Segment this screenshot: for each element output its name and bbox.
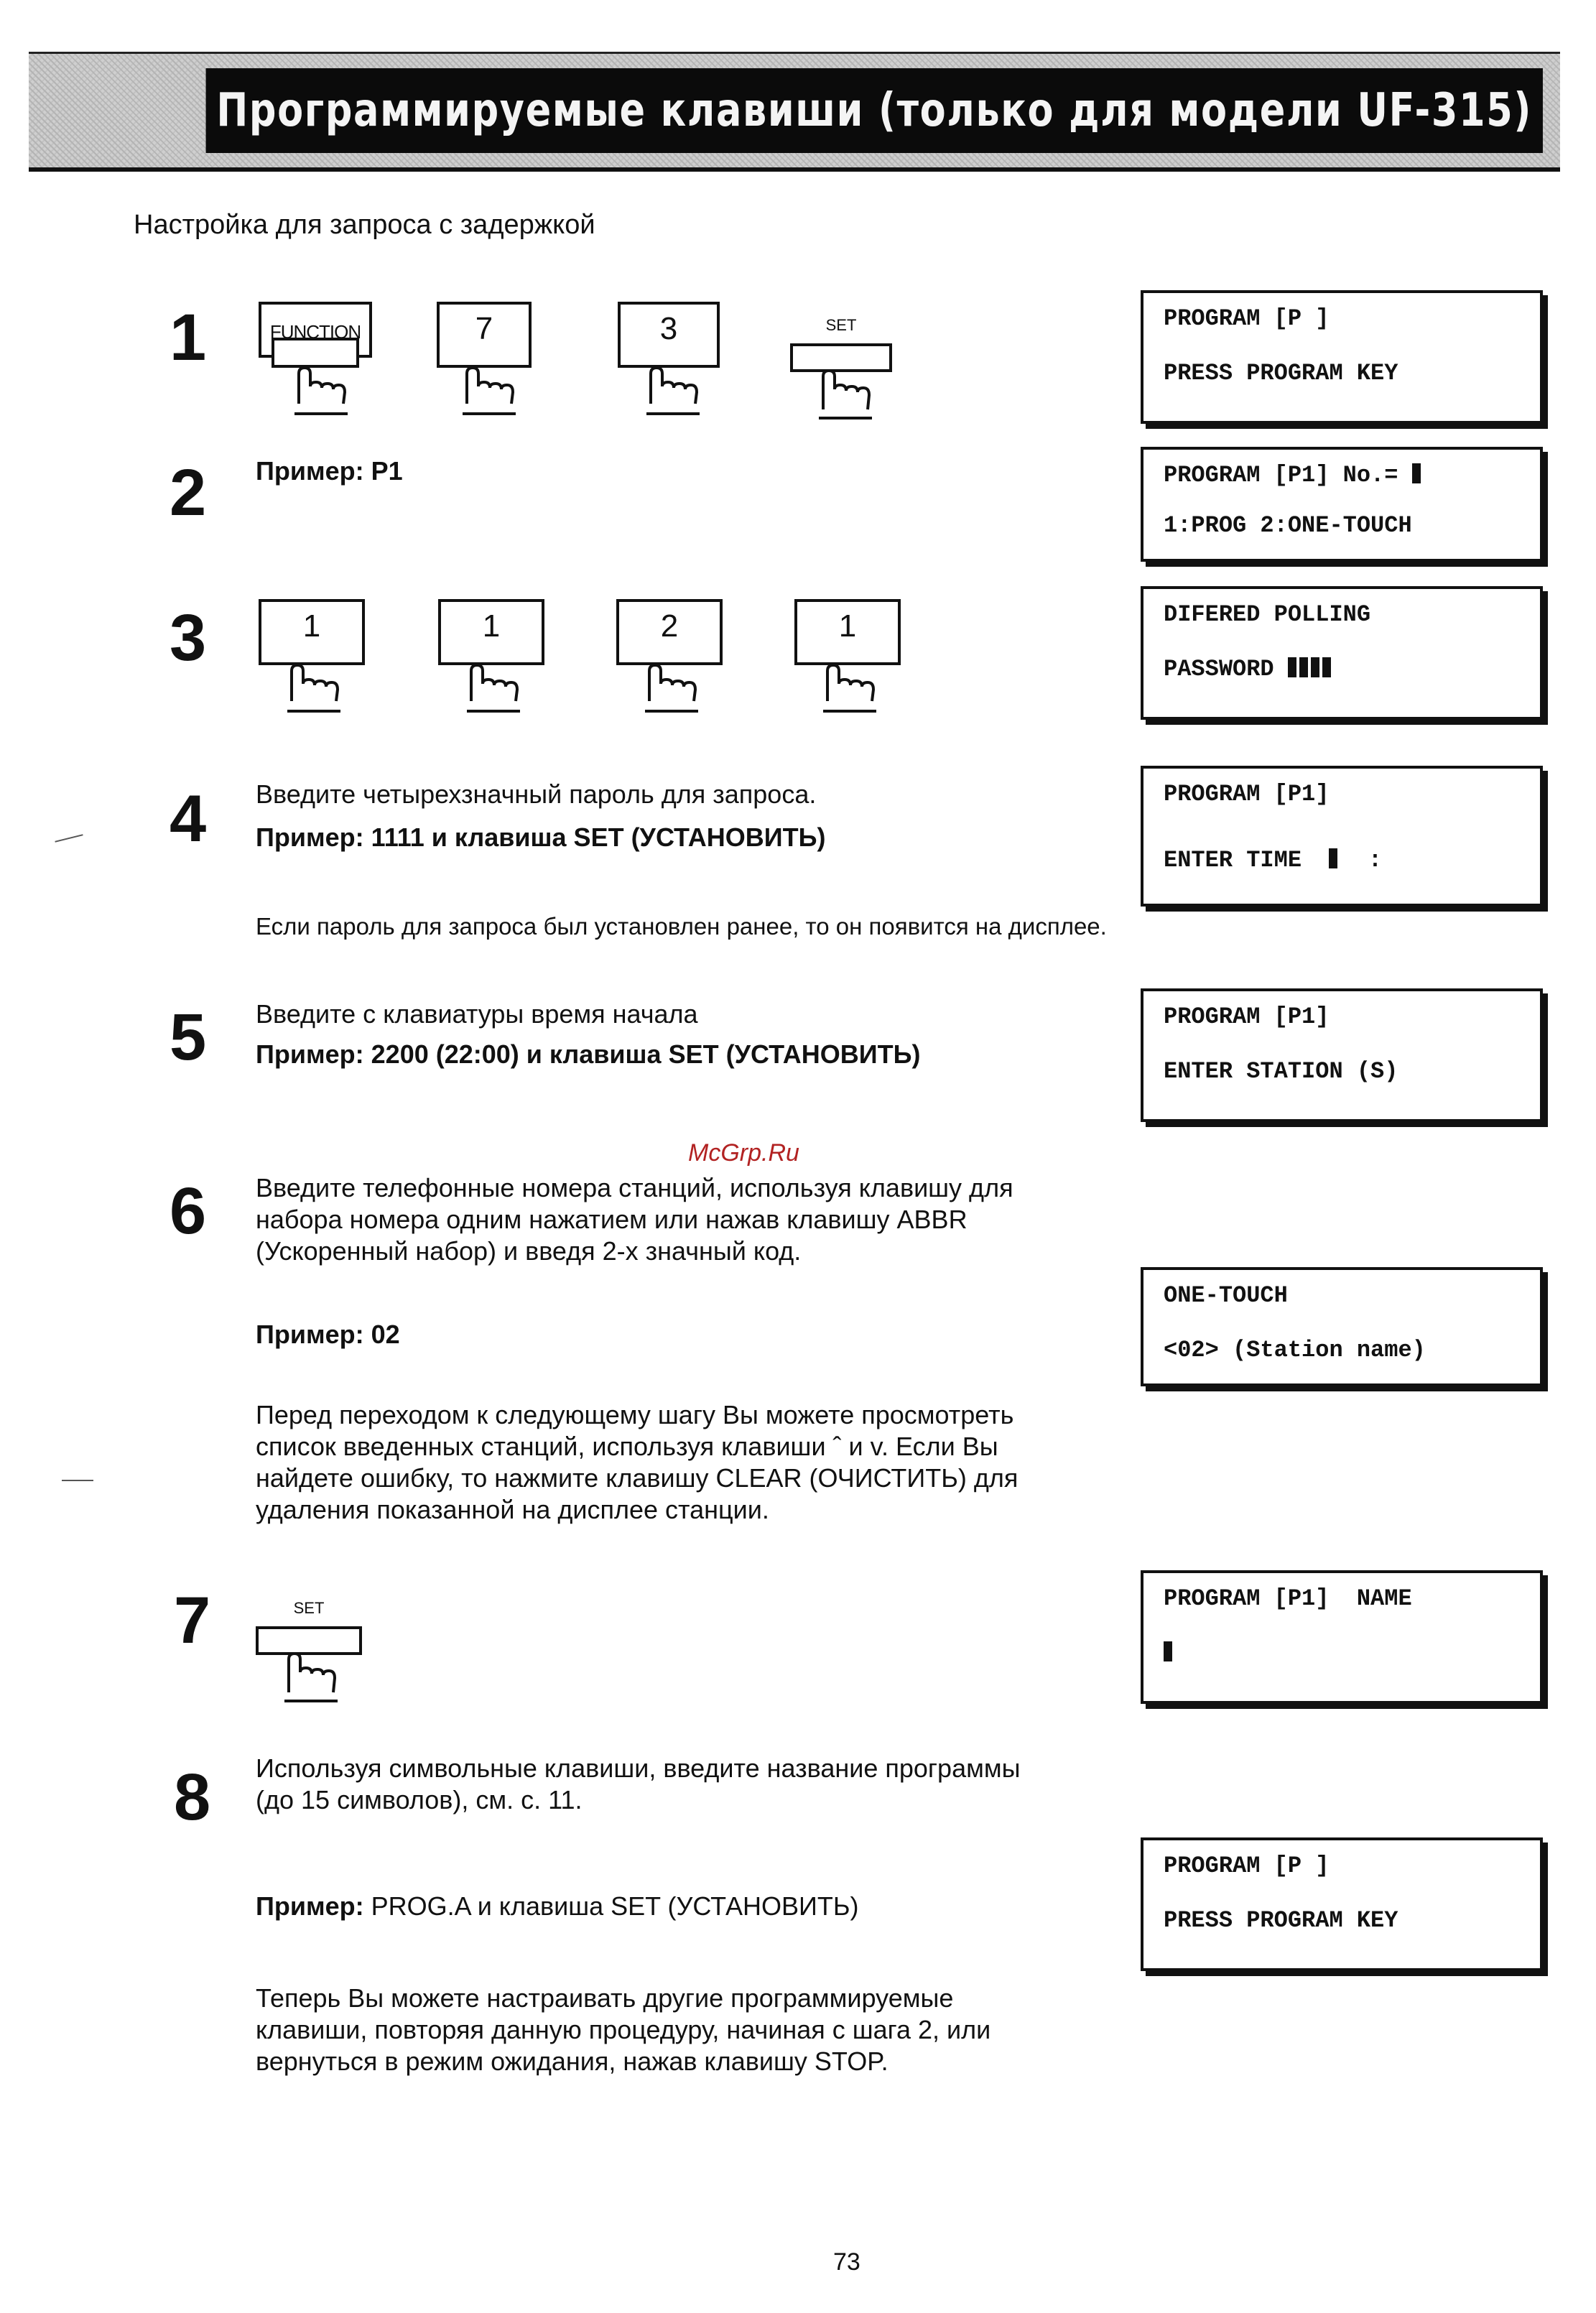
lcd-1-line-2: PRESS PROGRAM KEY — [1164, 360, 1398, 386]
step-5-example — [256, 1039, 921, 1070]
set-key-label: SET — [825, 316, 857, 334]
step-5-instruction: Введите с клавиатуры время начала — [256, 999, 698, 1029]
lcd-display-7 — [1141, 1570, 1543, 1704]
lcd-7-line-2 — [1164, 1641, 1540, 1667]
lcd-7-line-1: PROGRAM [P1] NAME — [1164, 1585, 1412, 1612]
cursor-block — [1329, 848, 1337, 868]
step-6-note-line-4: удаления показанной на дисплее станции. — [256, 1495, 769, 1524]
step-2-example — [256, 455, 403, 487]
step-number-6: 6 — [170, 1174, 207, 1248]
lcd-5-line-1: PROGRAM [P1] — [1164, 1003, 1330, 1030]
page-title: Программируемые клавиши (только для модели UF-315) — [206, 68, 1543, 153]
set-key-label: SET — [293, 1599, 325, 1617]
section-heading: Настройка для запроса с задержкой — [134, 210, 595, 240]
step-6-line-3: (Ускоренный набор) и введя 2-х значный код. — [256, 1236, 802, 1266]
number-key-7 — [434, 299, 534, 421]
number-key-1 — [435, 596, 547, 718]
step-4-note: Если пароль для запроса был установлен ранее, то он появится на дисплее. — [256, 913, 1107, 940]
step-number-7: 7 — [174, 1584, 211, 1657]
step-6-note-line-3: найдете ошибку, то нажмите клавишу CLEAR (ОЧИСТИТЬ) для — [256, 1463, 1019, 1493]
example-value: 2200 (22:00) и клавиша SET (УСТАНОВИТЬ) — [371, 1039, 921, 1069]
number-key-1 — [792, 596, 904, 718]
example-label: Пример: — [256, 822, 364, 852]
header-banner — [29, 52, 1560, 172]
lcd-1-line-1: PROGRAM [P ] — [1164, 305, 1330, 332]
step-8-note-line-2: клавиши, повторяя данную процедуру, начиная с шага 2, или — [256, 2015, 991, 2044]
lcd-4-line-2: ENTER TIME : — [1164, 847, 1383, 873]
lcd-3-line-2: PASSWORD — [1164, 657, 1540, 682]
step-6-example — [256, 1319, 400, 1350]
function-key-label: FUNCTION — [269, 321, 361, 343]
lcd-8-line-2: PRESS PROGRAM KEY — [1164, 1907, 1398, 1934]
step-6-note-line-1: Перед переходом к следующему шагу Вы можете просмотреть — [256, 1400, 1014, 1429]
step-number-8: 8 — [174, 1761, 211, 1834]
step-8-line-2: (до 15 символов), см. с. 11. — [256, 1785, 583, 1814]
number-key-1-label: 1 — [482, 608, 501, 644]
password-mask-block — [1288, 657, 1296, 677]
cursor-block — [1412, 463, 1421, 483]
step-number-3: 3 — [170, 601, 207, 675]
function-key — [254, 299, 376, 421]
page-number: 73 — [833, 2248, 860, 2276]
number-key-2 — [613, 596, 725, 718]
watermark: McGrp.Ru — [688, 1139, 799, 1167]
step-8-example — [256, 1891, 858, 1922]
example-value: P1 — [371, 456, 403, 486]
scan-mark — [62, 1480, 93, 1481]
cursor-block — [1164, 1641, 1172, 1661]
lcd-display-3 — [1141, 586, 1543, 720]
set-key — [787, 316, 895, 424]
step-8-line-1: Используя символьные клавиши, введите название программы — [256, 1753, 1021, 1783]
lcd-display-2 — [1141, 447, 1543, 562]
step-4-instruction: Введите четырехзначный пароль для запроса. — [256, 779, 817, 809]
number-key-1-label: 1 — [302, 608, 321, 644]
number-key-2-label: 2 — [660, 608, 679, 644]
password-mask-block — [1299, 657, 1308, 677]
lcd-display-8 — [1141, 1837, 1543, 1971]
step-8-note-line-3: вернуться в режим ожидания, нажав клавишу STOP. — [256, 2047, 889, 2076]
lcd-display-1 — [1141, 290, 1543, 424]
lcd-2-line-1: PROGRAM [P1] No.= — [1164, 463, 1540, 488]
number-key-3-label: 3 — [659, 311, 678, 346]
step-4-example — [256, 822, 826, 853]
lcd-4-line-1: PROGRAM [P1] — [1164, 781, 1330, 807]
lcd-5-line-2: ENTER STATION (S) — [1164, 1058, 1398, 1085]
example-label: Пример: — [256, 1891, 364, 1921]
step-number-4: 4 — [170, 782, 207, 856]
lcd-3-line-1: DIFERED POLLING — [1164, 601, 1371, 628]
number-key-1-label: 1 — [838, 608, 857, 644]
lcd-display-6 — [1141, 1267, 1543, 1386]
step-6-line-2: набора номера одним нажатием или нажав клавишу ABBR — [256, 1205, 968, 1234]
example-label: Пример: — [256, 1039, 364, 1069]
lcd-display-5 — [1141, 988, 1543, 1122]
example-value: PROG.A и клавиша SET (УСТАНОВИТЬ) — [371, 1891, 859, 1921]
step-8-note-line-1: Теперь Вы можете настраивать другие программируемые — [256, 1983, 954, 2013]
step-number-2: 2 — [170, 456, 207, 529]
step-6-line-1: Введите телефонные номера станций, используя клавишу для — [256, 1173, 1013, 1202]
example-label: Пример: — [256, 456, 364, 486]
scan-mark — [55, 834, 83, 843]
lcd-6-line-2: <02> (Station name) — [1164, 1337, 1426, 1363]
password-mask-block — [1311, 657, 1319, 677]
step-number-5: 5 — [170, 1001, 207, 1074]
example-label: Пример: — [256, 1320, 364, 1349]
step-number-1: 1 — [170, 301, 207, 374]
lcd-display-4 — [1141, 766, 1543, 907]
set-key — [253, 1599, 365, 1707]
lcd-2-line-2: 1:PROG 2:ONE-TOUCH — [1164, 512, 1412, 539]
lcd-6-line-1: ONE-TOUCH — [1164, 1282, 1288, 1309]
number-key-1 — [256, 596, 368, 718]
number-key-7-label: 7 — [475, 311, 493, 346]
step-6-note-line-2: список введенных станций, используя клавиши ˆ и v. Если Вы — [256, 1432, 998, 1461]
number-key-3 — [615, 299, 723, 421]
password-mask-block — [1322, 657, 1331, 677]
lcd-8-line-1: PROGRAM [P ] — [1164, 1853, 1330, 1879]
example-value: 1111 и клавиша SET (УСТАНОВИТЬ) — [371, 822, 826, 852]
example-value: 02 — [371, 1320, 400, 1349]
